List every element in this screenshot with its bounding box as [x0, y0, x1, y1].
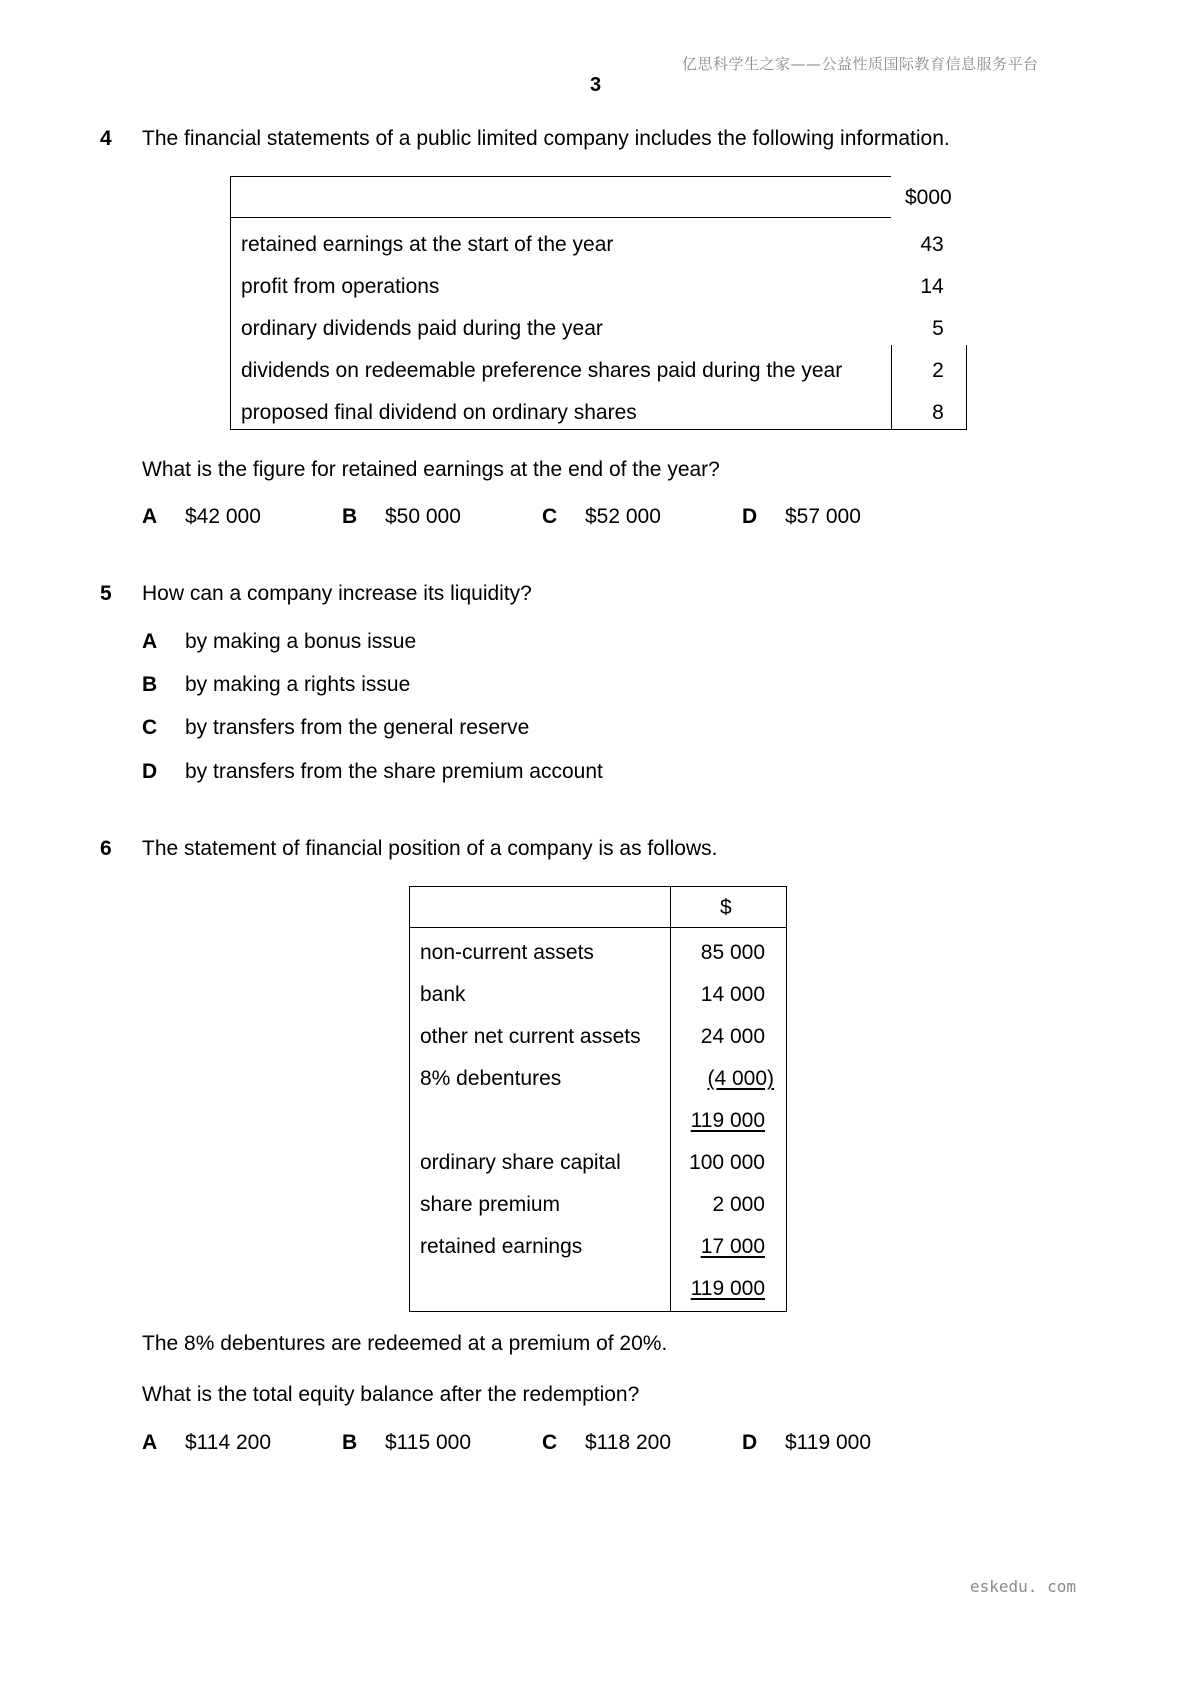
q4-table-mid-rule: [891, 345, 892, 430]
q6-table-header: $: [720, 896, 732, 919]
q4-option-letter: C: [542, 505, 558, 528]
q4-row-value: 2: [932, 359, 944, 382]
q4-row-label: dividends on redeemable preference shares paid during the year: [241, 359, 843, 382]
q4-table-bottom-rule: [230, 429, 967, 430]
q4-option-letter: B: [342, 505, 358, 528]
footer-watermark: eskedu. com: [970, 1577, 1076, 1596]
q4-option-text: $52 000: [585, 505, 661, 528]
q6-table-header-rule: [410, 927, 786, 928]
q6-option-letter: B: [342, 1431, 358, 1454]
q5-option-letter: B: [142, 673, 158, 696]
q4-table-header: $000: [905, 186, 952, 209]
q4-table-header-rule: [230, 217, 891, 218]
q4-table-left-rule: [230, 176, 231, 430]
q6-option-letter: C: [542, 1431, 558, 1454]
q6-row-value: 14 000: [700, 983, 765, 1006]
q4-option-letter: A: [142, 505, 158, 528]
q6-option-letter: A: [142, 1431, 158, 1454]
q6-row-label: other net current assets: [420, 1025, 641, 1048]
q6-row-label: share premium: [420, 1193, 561, 1216]
q4-option-letter: D: [742, 505, 758, 528]
q5-option-letter: D: [142, 760, 158, 783]
q4-option-text: $42 000: [185, 505, 261, 528]
q4-table-top-rule: [230, 176, 891, 177]
q5-option-letter: A: [142, 630, 158, 653]
q4-option-text: $50 000: [385, 505, 461, 528]
q6-row-value: 2 000: [712, 1193, 765, 1216]
page-number: 3: [590, 74, 602, 96]
q4-option-text: $57 000: [785, 505, 861, 528]
q5-number: 5: [100, 582, 112, 605]
q4-row-label: ordinary dividends paid during the year: [241, 317, 603, 340]
q6-text: The statement of financial position of a company is as follows.: [142, 837, 718, 860]
q6-option-text: $114 200: [185, 1431, 272, 1454]
q6-row-value: 100 000: [689, 1151, 765, 1174]
q4-row-value: 14: [920, 275, 944, 298]
q6-row-value: 85 000: [700, 941, 765, 964]
q6-option-letter: D: [742, 1431, 758, 1454]
q6-row-value: 24 000: [700, 1025, 765, 1048]
q4-question: What is the figure for retained earnings at the end of the year?: [142, 458, 720, 481]
q4-row-label: proposed final dividend on ordinary shares: [241, 401, 637, 424]
q4-number: 4: [100, 127, 112, 150]
q5-option-letter: C: [142, 716, 158, 739]
q4-row-label: retained earnings at the start of the year: [241, 233, 614, 256]
header-watermark: 亿思科学生之家——公益性质国际教育信息服务平台: [682, 55, 1039, 73]
q5-option-text: by making a bonus issue: [185, 630, 417, 653]
q6-row-label: ordinary share capital: [420, 1151, 621, 1174]
q6-row-label: 8% debentures: [420, 1067, 562, 1090]
q4-row-value: 43: [920, 233, 944, 256]
q6-option-text: $115 000: [385, 1431, 472, 1454]
q6-row-label: bank: [420, 983, 466, 1006]
q4-text: The financial statements of a public limited company includes the following information.: [142, 127, 950, 150]
q6-option-text: $118 200: [585, 1431, 672, 1454]
q6-row-label: retained earnings: [420, 1235, 583, 1258]
q5-option-text: by transfers from the general reserve: [185, 716, 530, 739]
q6-table-column-rule: [670, 887, 671, 1311]
q6-statement: The 8% debentures are redeemed at a premium of 20%.: [142, 1332, 668, 1355]
q6-row-value: 17 000: [700, 1235, 765, 1258]
q5-text: How can a company increase its liquidity?: [142, 582, 532, 605]
q6-row-value: 119 000: [690, 1109, 765, 1132]
q4-row-value: 8: [932, 401, 944, 424]
q5-option-text: by making a rights issue: [185, 673, 411, 696]
q6-question: What is the total equity balance after the redemption?: [142, 1383, 640, 1406]
q6-option-text: $119 000: [785, 1431, 872, 1454]
q4-row-value: 5: [932, 317, 944, 340]
q6-row-value: 119 000: [690, 1277, 765, 1300]
q6-number: 6: [100, 837, 112, 860]
q6-row-label: non-current assets: [420, 941, 594, 964]
q4-row-label: profit from operations: [241, 275, 440, 298]
q6-row-value: (4 000): [707, 1067, 774, 1090]
q5-option-text: by transfers from the share premium account: [185, 760, 603, 783]
